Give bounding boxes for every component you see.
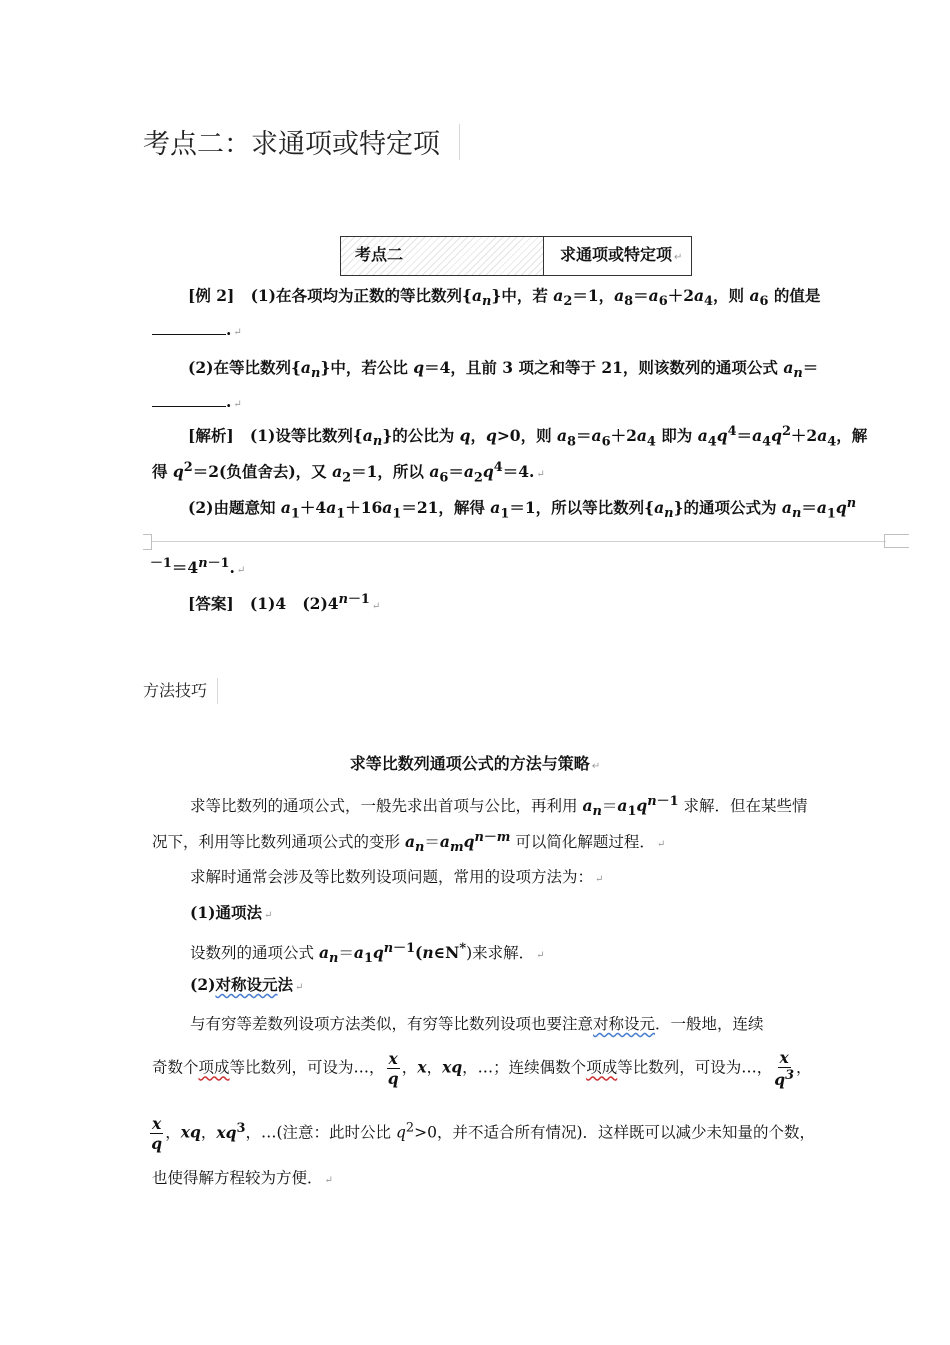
example-line-2 — [152, 320, 242, 339]
an-l1-b: }的公比为 — [382, 426, 460, 446]
paragraph-mark-icon: ↵ — [371, 601, 381, 613]
answer-1: (1)4 — [249, 594, 287, 614]
m-p4-b: ＝ — [338, 944, 354, 963]
cursor-bar — [217, 678, 218, 704]
ex-p1-a: (1)在各项均为正数的等比数列{ — [250, 286, 472, 305]
an-l1-c: ， — [470, 426, 486, 446]
ex-p1-d: ＝ — [633, 286, 649, 305]
paragraph-mark-icon: ↵ — [233, 399, 242, 410]
m-p3: 求解时通常会涉及等比数列设项问题，常用的设项方法为： — [190, 868, 594, 886]
ex-p2-b: }中，若公比 — [320, 358, 414, 377]
topic-box — [340, 236, 692, 276]
m-p7-a: ， — [165, 1123, 181, 1142]
an-l4-b: . — [229, 558, 235, 578]
example-label: [例 2] — [188, 286, 235, 305]
an-l3-a: (2)由题意知 — [188, 498, 281, 518]
m-p6-e: ， — [426, 1058, 443, 1077]
fraction-x-over-q3: $\frac{x}{q^3}$ — [774, 1048, 795, 1089]
m-p5-b: 对称设元 — [593, 1015, 656, 1033]
an-l2-d: ＝ — [448, 462, 464, 482]
page-corner-mark-left — [143, 534, 152, 550]
method-line-1: 求等比数列的通项公式，一般先求出首项与公比，再利用 $a_n=a_1q^{n-1}$ 求解．但在某些情 — [190, 794, 808, 820]
method-line-3 — [190, 865, 603, 887]
m-p1-b: ＝ — [601, 797, 618, 816]
method-line-8 — [152, 1166, 333, 1188]
m-p5-a: 与有穷等差数列设项方法类似，有穷等比数列设项也要注意 — [190, 1015, 594, 1033]
example-line-3: (2)在等比数列$\{a_n\}$中，若公比 q＝4，且前 3 项之和等于 21，则该数列的通项公式 $a_n=$ — [188, 358, 819, 382]
an-l3-b: ＋4 — [299, 498, 327, 518]
ex-p1-e: ＋2 — [667, 286, 694, 305]
ex-p1-end: . — [226, 320, 232, 339]
paragraph-mark-icon: ↵ — [294, 982, 304, 993]
m-p1-a: 求等比数列的通项公式，一般先求出首项与公比，再利用 — [190, 797, 583, 816]
an-l1-h: ＝ — [736, 426, 753, 446]
ex-p1-g: 的值是 — [768, 286, 821, 305]
an-l3-e: ＝1，所以等比数列{ — [509, 498, 655, 518]
m-p1-c: 求解．但在某些情 — [678, 797, 808, 816]
analysis-line-3: (2)由题意知 $a_1+4a_1+16a_1=21$，解得 $a_1=1$，所以等比数列$\{a_n\}$的通项公式为 $a_n=a_1q^n$ — [188, 496, 857, 522]
example-line-4 — [152, 392, 242, 411]
ex-p2-a: (2)在等比数列{ — [188, 358, 301, 377]
m-p6-a: 奇数个 — [152, 1058, 199, 1077]
page-break-line — [152, 541, 886, 542]
m-p7-b: ， — [200, 1123, 217, 1142]
m-p2-b: ＝ — [424, 833, 440, 852]
paragraph-mark-icon: ↵ — [536, 950, 545, 962]
an-l1-e: ＝ — [576, 426, 592, 446]
analysis-label: [解析] — [188, 426, 234, 446]
method-line-5 — [190, 1012, 764, 1034]
m-h2-b: 对称设元 — [215, 975, 278, 994]
an-l2-b: ＝2(负值舍去)，又 — [192, 462, 333, 482]
answer-2: (2)4 — [302, 594, 339, 614]
m-p6-c: 等比数列，可设为…， — [229, 1058, 385, 1077]
an-l3-c: ＋16 — [345, 498, 383, 518]
example-line-1: [例 2] (1)在各项均为正数的等比数列$\{a_n\}$中，若 $a_2=1$，$a_8=a_6+2a_4$，则 $a_6$ 的值是 — [188, 286, 821, 310]
an-l2-e: ＝4. — [502, 462, 535, 482]
method-title-text: 求等比数列通项公式的方法与策略 — [349, 754, 590, 773]
section-title: 考点二：求通项或特定项 — [143, 129, 440, 160]
m-p6-g: 项成 — [586, 1058, 618, 1077]
an-l1-i: ＋2 — [790, 426, 818, 446]
an-l1-a: (1)设等比数列{ — [249, 426, 363, 446]
analysis-line-1: [解析] (1)设等比数列$\{a_n\}$的公比为 q，q>0，则 $a_8=a_6+2a_4$ 即为 $a_4q^4=a_4q^2+2a_4$，解 — [188, 424, 868, 450]
an-l2-a: 得 — [152, 462, 173, 482]
ex-p1-c: ＝1， — [572, 286, 615, 305]
m-h2-a: (2) — [190, 975, 216, 994]
m-p4-c: ( — [415, 943, 423, 963]
m-p4-e: )来求解． — [466, 944, 535, 963]
paragraph-mark-icon: ↵ — [656, 839, 666, 851]
paragraph-mark-icon: ↵ — [536, 469, 545, 481]
m-p6-h: 等比数列，可设为…， — [617, 1058, 773, 1077]
an-l1-j: ，解 — [836, 426, 868, 446]
method-heading-2 — [190, 973, 303, 995]
an-l3-g: ＝ — [801, 498, 817, 518]
method-label: 方法技巧 — [143, 681, 208, 700]
m-p6-b: 项成 — [198, 1058, 230, 1077]
m-p6-f: ，…；连续偶数个 — [462, 1058, 587, 1077]
an-l4-a: ＝4 — [171, 558, 199, 578]
m-p2-c: 可以简化解题过程． — [510, 833, 655, 852]
paragraph-mark-icon: ↵ — [233, 327, 242, 338]
answer-label: [答案] — [188, 594, 234, 614]
m-p6-i: ， — [796, 1058, 812, 1077]
m-p5-c: ．一般地，连续 — [655, 1015, 764, 1033]
m-p2-a: 况下，利用等比数列通项公式的变形 — [152, 833, 405, 852]
paragraph-mark-icon: ↵ — [674, 252, 683, 263]
ex-p2-d: ＝ — [802, 358, 819, 377]
ex-p1-b: }中，若 — [491, 286, 554, 305]
m-p6-d: ， — [401, 1058, 418, 1077]
an-l1-g: 即为 — [655, 426, 698, 446]
paragraph-mark-icon: ↵ — [595, 874, 604, 885]
method-line-4: 设数列的通项公式 $a_n=a_1q^{n-1}(n\in N^*)$来求解． ↵ — [190, 941, 545, 967]
paragraph-mark-icon: ↵ — [236, 565, 246, 577]
topic-box-left: 考点二 — [341, 237, 544, 275]
analysis-line-2: 得 $q^2=2$(负值舍去)，又 $a_2=1$，所以 $a_6=a_2q^4=4$. ↵ — [152, 460, 545, 486]
ex-p1-f: ，则 — [713, 286, 750, 305]
an-l1-f: ＋2 — [610, 426, 637, 446]
answer-blank — [152, 333, 226, 335]
method-line-2: 况下，利用等比数列通项公式的变形 $a_n=a_mq^{n-m}$ 可以简化解题过程． ↵ — [152, 830, 666, 856]
page-corner-mark-right — [884, 534, 909, 548]
topic-box-right — [544, 237, 691, 275]
m-p4-a: 设数列的通项公式 — [190, 944, 319, 963]
fraction-x-over-q: $\frac{x}{q}$ — [387, 1049, 399, 1088]
answer-line: [答案] (1)4 $(2)4^{n-1}$ ↵ — [188, 592, 381, 614]
analysis-line-4: $^{-1}=4^{n-1}$. ↵ — [150, 556, 246, 578]
method-title — [0, 751, 950, 774]
m-h1: (1)通项法 — [190, 903, 262, 922]
answer-blank — [152, 405, 226, 407]
an-l1-d: >0，则 — [496, 426, 557, 446]
m-p4-d: ∈N — [433, 943, 460, 963]
m-p8: 也使得解方程较为方便． — [152, 1169, 323, 1187]
m-p7-c: ，…(注意：此时公比 — [245, 1123, 396, 1142]
an-l2-c: ＝1，所以 — [351, 462, 430, 482]
m-p7-d: >0，并不适合所有情况)．这样既可以减少未知量的个数， — [414, 1123, 815, 1142]
m-h2-c: 法 — [277, 975, 293, 994]
paragraph-mark-icon: ↵ — [591, 761, 601, 772]
cursor-bar — [459, 124, 460, 160]
topic-box-right-text: 求通项或特定项 — [560, 245, 673, 264]
an-l3-f: }的通项公式为 — [673, 498, 782, 518]
method-heading-1 — [190, 901, 272, 923]
fraction-x-over-q: $\frac{x}{q}$ — [151, 1114, 163, 1153]
ex-p2-c: ＝4，且前 3 项之和等于 21，则该数列的通项公式 — [424, 358, 784, 377]
ex-p2-end: . — [226, 392, 232, 411]
an-l3-d: ＝21，解得 — [401, 498, 491, 518]
method-line-7: $\frac{x}{q}$ ，xq，$xq^3$，…(注意：此时公比 $q^2>0$，并不适合所有情况)．这样既可以减少未知量的个数， — [151, 1114, 815, 1153]
paragraph-mark-icon: ↵ — [324, 1175, 333, 1186]
paragraph-mark-icon: ↵ — [263, 910, 273, 921]
method-line-6: 奇数个项成等比数列，可设为…， $\frac{x}{q}$ ，x，xq，…；连续偶数个项成等比数列，可设为…， $\frac{x}{q^3}$ ， — [152, 1048, 812, 1089]
